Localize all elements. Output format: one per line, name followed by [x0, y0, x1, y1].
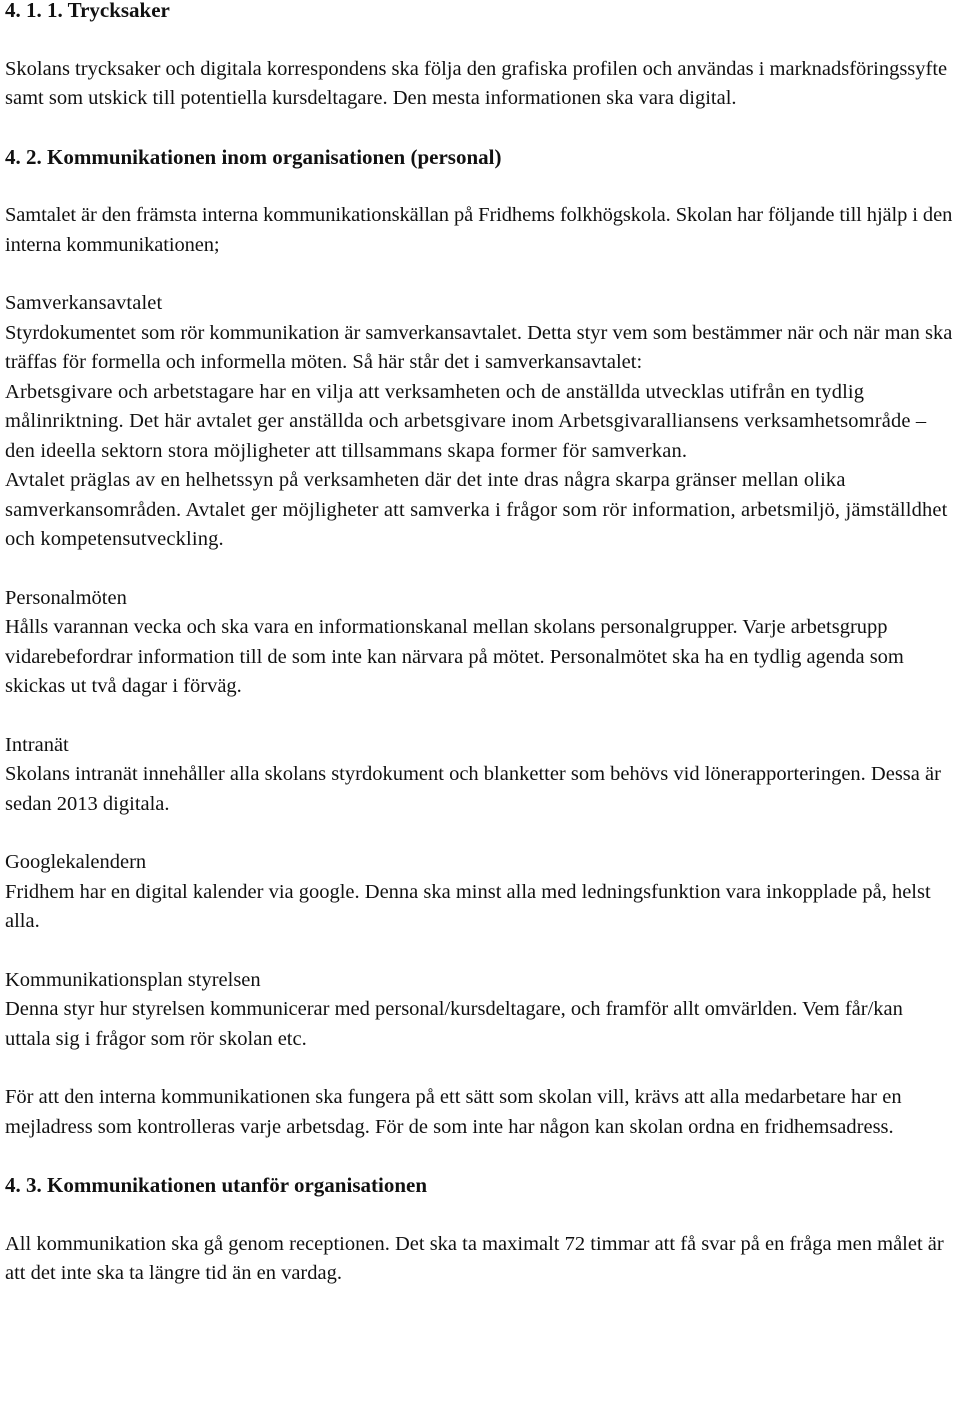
paragraph-intranat: Skolans intranät innehåller alla skolans styrdokument och blanketter som behövs vid lönerapporteringen. Dessa är sedan 2013 digitala. — [5, 763, 941, 815]
document-page — [5, 0, 953, 1289]
heading-4-1-1: 4. 1. 1. Trycksaker — [5, 0, 170, 22]
paragraph-googlekalendern: Fridhem har en digital kalender via google. Denna ska minst alla med ledningsfunktion vara inkopplade på, helst alla. — [5, 880, 931, 932]
paragraph-external: All kommunikation ska gå genom receptionen. Det ska ta maximalt 72 timmar att få svar på en fråga men målet är att det inte ska ta längre tid än en vardag. — [5, 1232, 944, 1284]
subheading-samverkansavtalet: Samverkansavtalet — [5, 292, 163, 314]
paragraph-intro-internal: Samtalet är den främsta interna kommunikationskällan på Fridhems folkhögskola. Skolan har följande till hjälp i den interna kommunikationen; — [5, 204, 953, 256]
subheading-kommunikationsplan: Kommunikationsplan styrelsen — [5, 968, 261, 991]
subheading-googlekalendern: Googlekalendern — [5, 851, 147, 873]
heading-4-2: 4. 2. Kommunikationen inom organisationen (personal) — [5, 144, 502, 169]
subheading-intranat: Intranät — [5, 733, 69, 756]
paragraph-samverkansavtalet-quote-2: Avtalet präglas av en helhetssyn på verksamheten där det inte dras några skarpa gränser mellan olika samverkansområden. Avtalet ger möjligheter att samverka i frågor som rör information, arbetsmiljö, jämställdhet och kompetensutveckling. — [5, 469, 948, 550]
paragraph-personalmoten: Hålls varannan vecka och ska vara en informationskanal mellan skolans personalgrupper. Varje arbetsgrupp vidarebefordrar information till de som inte kan närvara på mötet. Personalmötet ska ha en tydlig agenda som skickas ut två dagar i förväg. — [5, 616, 904, 697]
paragraph-kommunikationsplan: Denna styr hur styrelsen kommunicerar med personal/kursdeltagare, och framför allt omvärlden. Vem får/kan uttala sig i frågor som rör skolan etc. — [5, 998, 903, 1050]
paragraph-samverkansavtalet-quote-1: Arbetsgivare och arbetstagare har en vilja att verksamheten och de anställda utvecklas utifrån en tydlig målinriktning. Det här avtalet ger anställda och arbetsgivare inom Arbetsgivaralliansens verksamhetsområde –den ideella sektorn stora möjligheter att tillsammans skapa former för samverkan. — [5, 380, 927, 462]
paragraph-samverkansavtalet: Styrdokumentet som rör kommunikation är samverkansavtalet. Detta styr vem som bestämmer när och när man ska träffas för formella och informella möten. Så här står det i samverkansavtalet: — [5, 321, 953, 373]
paragraph-trycksaker: Skolans trycksaker och digitala korrespondens ska följa den grafiska profilen och användas i marknadsföringssyfte samt som utskick till potentiella kursdeltagare. Den mesta informationen ska vara digital. — [5, 57, 948, 109]
paragraph-closing-internal: För att den interna kommunikationen ska fungera på ett sätt som skolan vill, krävs att alla medarbetare har en mejladress som kontrolleras varje arbetsdag. För de som inte har någon kan skolan ordna en fridhemsadress. — [5, 1086, 902, 1138]
heading-4-3: 4. 3. Kommunikationen utanför organisationen — [5, 1173, 427, 1197]
subheading-personalmoten: Personalmöten — [5, 586, 127, 609]
